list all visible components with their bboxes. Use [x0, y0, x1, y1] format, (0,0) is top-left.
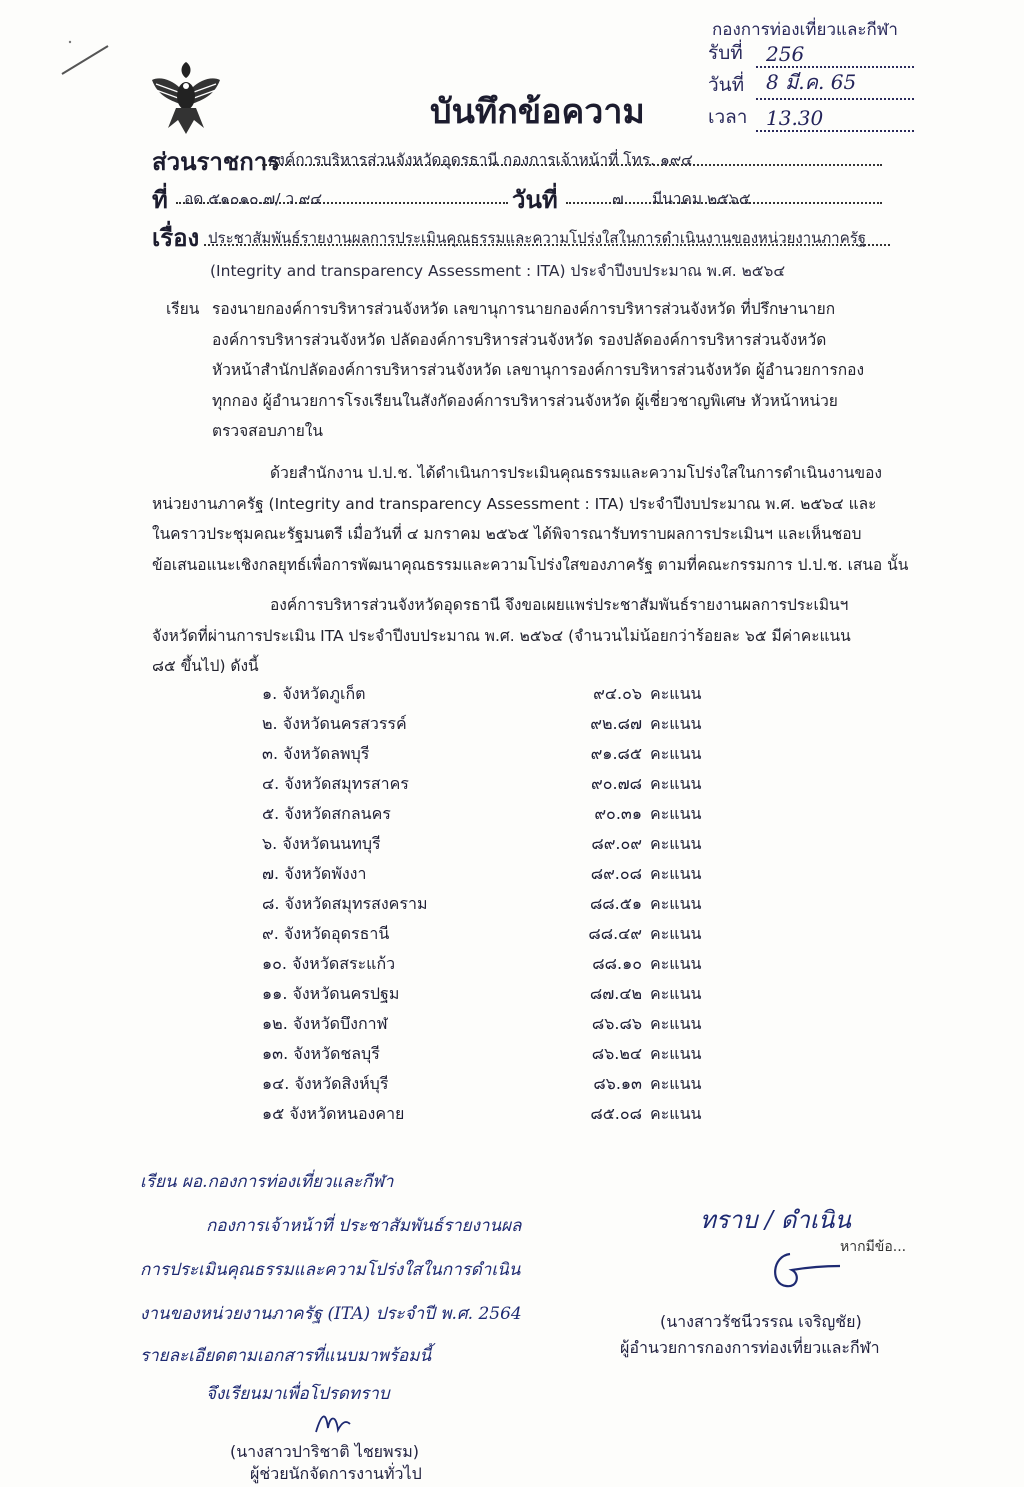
score-row — [262, 1042, 712, 1072]
score-value: ๙๐.๓๑ — [594, 804, 642, 823]
paragraph-1 — [152, 458, 909, 580]
score-unit: คะแนน — [650, 834, 702, 853]
stamp-office: กองการท่องเที่ยวและกีฬา — [712, 20, 898, 40]
director-name: (นางสาวรัชนีวรรณ เจริญชัย) — [660, 1312, 862, 1331]
score-unit: คะแนน — [650, 804, 702, 823]
handwritten-note-line: เรียน ผอ.กองการท่องเที่ยวและกีฬา — [140, 1172, 394, 1192]
score-value: ๘๕.๐๘ — [590, 1104, 642, 1123]
salutation-line: องค์การบริหารส่วนจังหวัด ปลัดองค์การบริหารส่วนจังหวัด รองปลัดองค์การบริหารส่วนจังหวัด — [212, 330, 827, 349]
stamp-time-label: เวลา — [708, 106, 748, 128]
score-row — [262, 802, 712, 832]
agency-label: ส่วนราชการ — [152, 148, 281, 176]
director-position: ผู้อำนวยการกองการท่องเที่ยวและกีฬา — [620, 1338, 880, 1357]
stamp-date-value: 8 มี.ค. 65 — [766, 70, 857, 94]
agency-value: องค์การบริหารส่วนจังหวัดอุดรธานี กองการเจ้าหน้าที่ โทร. ๑๙๔ — [268, 151, 693, 169]
score-unit: คะแนน — [650, 684, 702, 703]
score-value: ๘๖.๑๓ — [593, 1074, 642, 1093]
score-row — [262, 772, 712, 802]
score-value: ๘๖.๒๔ — [591, 1044, 642, 1063]
score-row — [262, 742, 712, 772]
score-unit: คะแนน — [650, 1074, 702, 1093]
handwritten-note-line: จึงเรียนมาเพื่อโปรดทราบ — [206, 1384, 390, 1404]
subject-line-2: (Integrity and transparency Assessment : ITA) ประจำปีงบประมาณ พ.ศ. ๒๕๖๔ — [210, 262, 786, 280]
subject-line-1: ประชาสัมพันธ์รายงานผลการประเมินคุณธรรมและความโปร่งใสในการดำเนินงานของหน่วยงานภาครัฐ — [208, 229, 867, 247]
score-row — [262, 682, 712, 712]
stamp-time-row — [708, 106, 914, 134]
receiving-stamp — [708, 14, 914, 134]
salutation-block — [212, 294, 912, 447]
staff-name: (นางสาวปาริชาติ ไชยพรม) — [230, 1442, 419, 1461]
province-name: ๗. จังหวัดพังงา — [262, 864, 367, 883]
memo-title: บันทึกข้อความ — [430, 92, 645, 132]
director-handwritten-note: ทราบ / ดำเนิน — [700, 1206, 851, 1234]
paragraph-2 — [152, 590, 902, 682]
score-value: ๘๙.๐๙ — [591, 834, 642, 853]
score-unit: คะแนน — [650, 894, 702, 913]
staff-signature-scribble — [312, 1408, 352, 1438]
province-name: ๑. จังหวัดภูเก็ต — [262, 684, 366, 703]
score-value: ๘๖.๘๖ — [591, 1014, 642, 1033]
date-label: วันที่ — [512, 186, 558, 214]
subject-label: เรื่อง — [152, 224, 200, 252]
score-row — [262, 862, 712, 892]
score-value: ๘๘.๕๑ — [589, 894, 642, 913]
province-name: ๑๓. จังหวัดชลบุรี — [262, 1044, 380, 1063]
province-name: ๕. จังหวัดสกลนคร — [262, 804, 391, 823]
score-row — [262, 1102, 712, 1132]
ref-value: อด ๕๑๐๑๐.๗/ ว ๙๔ — [184, 190, 323, 208]
paragraph-2-line: ๘๕ ขึ้นไป) ดังนี้ — [152, 657, 259, 675]
score-value: ๙๔.๐๖ — [593, 684, 642, 703]
score-value: ๘๘.๔๙ — [588, 924, 642, 943]
paragraph-1-line: หน่วยงานภาครัฐ (Integrity and transparency Assessment : ITA) ประจำปีงบประมาณ พ.ศ. ๒๕๖๔ และ — [152, 494, 877, 513]
province-name: ๒. จังหวัดนครสวรรค์ — [262, 714, 407, 733]
province-name: ๑๐. จังหวัดสระแก้ว — [262, 954, 396, 973]
score-unit: คะแนน — [650, 1044, 702, 1063]
score-row — [262, 1072, 712, 1102]
province-name: ๘. จังหวัดสมุทรสงคราม — [262, 894, 428, 913]
province-name: ๓. จังหวัดลพบุรี — [262, 744, 370, 763]
province-name: ๑๒. จังหวัดบึงกาฬ — [262, 1014, 388, 1033]
score-unit: คะแนน — [650, 714, 702, 733]
salutation-line: รองนายกองค์การบริหารส่วนจังหวัด เลขานุการนายกองค์การบริหารส่วนจังหวัด ที่ปรึกษานายก — [212, 300, 836, 318]
salutation-line: ทุกกอง ผู้อำนวยการโรงเรียนในสังกัดองค์การบริหารส่วนจังหวัด ผู้เชี่ยวชาญพิเศษ หัวหน้าหน่วย — [212, 391, 838, 410]
handwritten-note-line: งานของหน่วยงานภาครัฐ (ITA) ประจำปี พ.ศ. 2564 — [140, 1304, 522, 1324]
province-name: ๙. จังหวัดอุดรธานี — [262, 924, 390, 943]
paragraph-1-line: ในคราวประชุมคณะรัฐมนตรี เมื่อวันที่ ๔ มกราคม ๒๕๖๕ ได้พิจารณารับทราบผลการประเมินฯ และเห็นชอบ — [152, 525, 862, 543]
paragraph-1-line: ข้อเสนอแนะเชิงกลยุทธ์เพื่อการพัฒนาคุณธรรมและความโปร่งใสของภาครัฐ ตามที่คณะกรรมการ ป.ป.ช. เสนอ นั้น — [152, 555, 909, 574]
score-unit: คะแนน — [650, 984, 702, 1003]
ref-label: ที่ — [152, 186, 168, 214]
staff-position: ผู้ช่วยนักจัดการงานทั่วไป — [250, 1464, 422, 1483]
score-value: ๘๙.๐๘ — [590, 864, 642, 883]
salutation-line: หัวหน้าสำนักปลัดองค์การบริหารส่วนจังหวัด เลขานุการองค์การบริหารส่วนจังหวัด ผู้อำนวยการกอง — [212, 361, 865, 379]
date-day: ๗ — [612, 190, 624, 208]
score-unit: คะแนน — [650, 744, 702, 763]
paragraph-2-line: จังหวัดที่ผ่านการประเมิน ITA ประจำปีงบประมาณ พ.ศ. ๒๕๖๔ (จำนวนไม่น้อยกว่าร้อยละ ๖๕ มีค่าคะแนน — [152, 626, 851, 645]
score-row — [262, 952, 712, 982]
score-row — [262, 922, 712, 952]
salutation-label: เรียน — [166, 300, 200, 318]
paragraph-1-line: ด้วยสำนักงาน ป.ป.ช. ได้ดำเนินการประเมินคุณธรรมและความโปร่งใสในการดำเนินงานของ — [270, 464, 882, 482]
province-name: ๖. จังหวัดนนทบุรี — [262, 834, 381, 853]
stamp-receive-label: รับที่ — [708, 42, 743, 64]
score-unit: คะแนน — [650, 954, 702, 973]
handwritten-note-line: การประเมินคุณธรรมและความโปร่งใสในการดำเนิน — [140, 1260, 521, 1280]
score-row — [262, 1012, 712, 1042]
score-unit: คะแนน — [650, 1104, 702, 1123]
score-value: ๙๐.๗๘ — [591, 774, 642, 793]
handwritten-note-line: รายละเอียดตามเอกสารที่แนบมาพร้อมนี้ — [140, 1346, 432, 1366]
score-row — [262, 982, 712, 1012]
province-name: ๔. จังหวัดสมุทรสาคร — [262, 774, 409, 793]
score-row — [262, 712, 712, 742]
score-row — [262, 832, 712, 862]
stamp-date-label: วันที่ — [708, 74, 745, 96]
pen-mark — [56, 40, 116, 80]
paragraph-2-line: องค์การบริหารส่วนจังหวัดอุดรธานี จึงขอเผยแพร่ประชาสัมพันธ์รายงานผลการประเมินฯ — [270, 596, 849, 614]
score-row — [262, 892, 712, 922]
score-unit: คะแนน — [650, 864, 702, 883]
score-value: ๘๗.๔๒ — [589, 984, 642, 1003]
province-name: ๑๑. จังหวัดนครปฐม — [262, 984, 400, 1003]
stamp-time-value: 13.30 — [766, 106, 824, 130]
province-name: ๑๔. จังหวัดสิงห์บุรี — [262, 1074, 389, 1093]
score-unit: คะแนน — [650, 924, 702, 943]
province-name: ๑๕ จังหวัดหนองคาย — [262, 1104, 405, 1123]
stamp-receive-no: 256 — [766, 42, 805, 66]
handwritten-note-line: กองการเจ้าหน้าที่ ประชาสัมพันธ์รายงานผล — [206, 1216, 522, 1236]
score-value: ๙๑.๘๕ — [590, 744, 642, 763]
score-value: ๙๒.๘๗ — [590, 714, 642, 733]
director-signature-scribble — [764, 1244, 844, 1294]
score-value: ๘๘.๑๐ — [592, 954, 642, 973]
score-unit: คะแนน — [650, 774, 702, 793]
date-month-year: มีนาคม ๒๕๖๕ — [652, 190, 751, 208]
director-note: หากมีข้อ... — [840, 1239, 907, 1255]
garuda-emblem-icon — [150, 58, 222, 136]
salutation-line: ตรวจสอบภายใน — [212, 422, 323, 440]
stamp-date-row — [708, 70, 914, 102]
score-unit: คะแนน — [650, 1014, 702, 1033]
